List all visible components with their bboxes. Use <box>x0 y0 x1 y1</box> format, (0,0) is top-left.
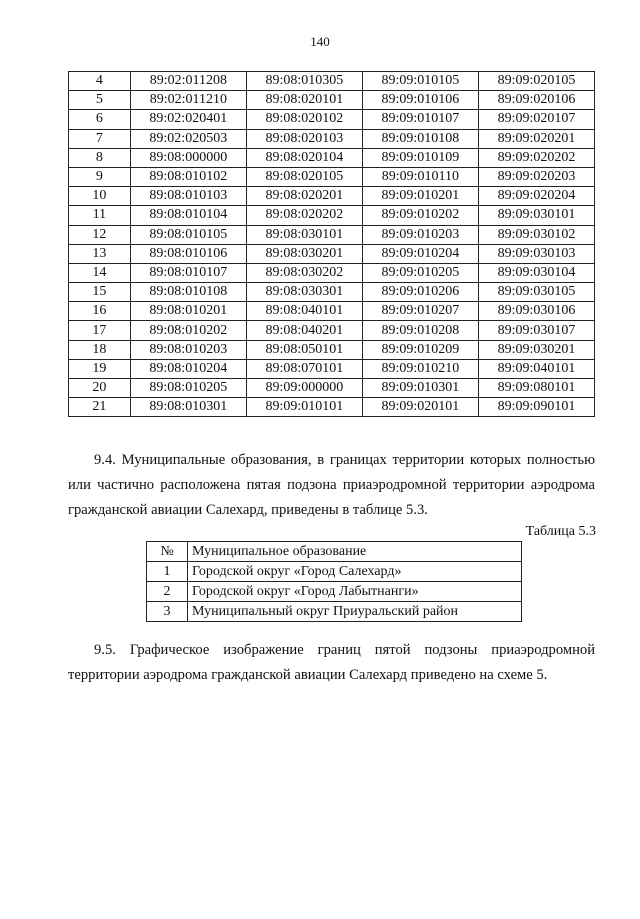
cadastral-code: 89:09:030101 <box>478 206 594 225</box>
table-row <box>69 263 595 282</box>
cadastral-code: 89:09:000000 <box>246 379 362 398</box>
cadastral-code: 89:08:010106 <box>130 244 246 263</box>
cadastral-code: 89:08:010305 <box>246 72 362 91</box>
table-row <box>69 225 595 244</box>
table-row <box>147 562 522 582</box>
cadastral-code: 89:09:030104 <box>478 263 594 282</box>
cadastral-code: 89:08:010102 <box>130 167 246 186</box>
table-header-row <box>147 542 522 562</box>
cadastral-code: 89:09:010110 <box>362 167 478 186</box>
table-5-3-caption: Таблица 5.3 <box>525 524 596 539</box>
municipal-formation-name: Муниципальный округ Приуральский район <box>188 602 522 622</box>
row-number: 13 <box>69 244 131 263</box>
paragraph-9-5 <box>68 638 595 688</box>
cadastral-code: 89:09:010108 <box>362 129 478 148</box>
cadastral-code: 89:09:030106 <box>478 302 594 321</box>
table-row <box>69 340 595 359</box>
cadastral-code: 89:09:020101 <box>362 398 478 417</box>
row-number: 20 <box>69 379 131 398</box>
cadastral-code: 89:09:020107 <box>478 110 594 129</box>
table-row <box>69 206 595 225</box>
row-number: 4 <box>69 72 131 91</box>
row-number: 10 <box>69 187 131 206</box>
cadastral-code: 89:09:090101 <box>478 398 594 417</box>
cadastral-code: 89:09:020105 <box>478 72 594 91</box>
row-number: 12 <box>69 225 131 244</box>
paragraph-9-4-text: 9.4. Муниципальные образования, в границах территории которых полностью или частично расположена пятая подзона приаэродромной территории аэродрома гражданской авиации Салехард, приведены в таблице 5.3. <box>68 452 595 518</box>
cadastral-code: 89:02:020401 <box>130 110 246 129</box>
table-row <box>69 302 595 321</box>
cadastral-code: 89:09:030107 <box>478 321 594 340</box>
paragraph-9-4 <box>68 448 595 523</box>
row-number: 9 <box>69 167 131 186</box>
cadastral-code: 89:09:010201 <box>362 187 478 206</box>
cadastral-code: 89:08:070101 <box>246 359 362 378</box>
header-number: № <box>147 542 188 562</box>
row-number: 14 <box>69 263 131 282</box>
cadastral-code: 89:09:010107 <box>362 110 478 129</box>
cadastral-code: 89:09:030103 <box>478 244 594 263</box>
municipal-formation-name: Городской округ «Город Салехард» <box>188 562 522 582</box>
cadastral-code: 89:08:030202 <box>246 263 362 282</box>
row-number: 3 <box>147 602 188 622</box>
cadastral-code: 89:08:020202 <box>246 206 362 225</box>
header-municipal-formation: Муниципальное образование <box>188 542 522 562</box>
cadastral-code: 89:08:040201 <box>246 321 362 340</box>
cadastral-code: 89:09:010109 <box>362 148 478 167</box>
cadastral-code: 89:09:020202 <box>478 148 594 167</box>
cadastral-codes-table <box>68 71 595 417</box>
cadastral-code: 89:08:020201 <box>246 187 362 206</box>
cadastral-code: 89:08:010201 <box>130 302 246 321</box>
table-row <box>69 72 595 91</box>
cadastral-code: 89:09:010101 <box>246 398 362 417</box>
row-number: 16 <box>69 302 131 321</box>
municipal-formation-name: Городской округ «Город Лабытнанги» <box>188 582 522 602</box>
cadastral-code: 89:09:020106 <box>478 91 594 110</box>
row-number: 15 <box>69 283 131 302</box>
cadastral-codes-table-body <box>69 72 595 417</box>
table-row <box>147 602 522 622</box>
row-number: 2 <box>147 582 188 602</box>
cadastral-code: 89:08:030301 <box>246 283 362 302</box>
cadastral-code: 89:09:020204 <box>478 187 594 206</box>
cadastral-code: 89:08:010107 <box>130 263 246 282</box>
table-row <box>69 283 595 302</box>
row-number: 18 <box>69 340 131 359</box>
cadastral-code: 89:08:000000 <box>130 148 246 167</box>
cadastral-code: 89:08:010108 <box>130 283 246 302</box>
table-row <box>69 110 595 129</box>
row-number: 7 <box>69 129 131 148</box>
cadastral-code: 89:09:010106 <box>362 91 478 110</box>
cadastral-code: 89:08:010104 <box>130 206 246 225</box>
cadastral-code: 89:08:020103 <box>246 129 362 148</box>
cadastral-code: 89:09:030102 <box>478 225 594 244</box>
cadastral-code: 89:09:020201 <box>478 129 594 148</box>
cadastral-code: 89:08:010202 <box>130 321 246 340</box>
table-row <box>69 148 595 167</box>
page-number: 140 <box>310 34 330 49</box>
cadastral-code: 89:09:030201 <box>478 340 594 359</box>
cadastral-code: 89:09:010208 <box>362 321 478 340</box>
row-number: 19 <box>69 359 131 378</box>
cadastral-code: 89:09:010207 <box>362 302 478 321</box>
table-row <box>69 187 595 206</box>
cadastral-code: 89:09:010202 <box>362 206 478 225</box>
row-number: 6 <box>69 110 131 129</box>
cadastral-code: 89:09:010204 <box>362 244 478 263</box>
cadastral-code: 89:08:020104 <box>246 148 362 167</box>
row-number: 17 <box>69 321 131 340</box>
paragraph-9-5-text: 9.5. Графическое изображение границ пятой подзоны приаэродромной территории аэродрома гражданской авиации Салехард приведено на схеме 5. <box>68 642 595 683</box>
cadastral-code: 89:09:010209 <box>362 340 478 359</box>
cadastral-code: 89:02:011210 <box>130 91 246 110</box>
table-row <box>69 321 595 340</box>
cadastral-code: 89:08:010205 <box>130 379 246 398</box>
row-number: 1 <box>147 562 188 582</box>
cadastral-code: 89:09:040101 <box>478 359 594 378</box>
cadastral-code: 89:09:010205 <box>362 263 478 282</box>
cadastral-code: 89:08:050101 <box>246 340 362 359</box>
cadastral-code: 89:02:011208 <box>130 72 246 91</box>
cadastral-code: 89:08:020102 <box>246 110 362 129</box>
cadastral-code: 89:08:040101 <box>246 302 362 321</box>
cadastral-code: 89:09:010206 <box>362 283 478 302</box>
row-number: 11 <box>69 206 131 225</box>
row-number: 8 <box>69 148 131 167</box>
cadastral-code: 89:08:030201 <box>246 244 362 263</box>
cadastral-code: 89:08:010203 <box>130 340 246 359</box>
table-row <box>69 91 595 110</box>
table-row <box>69 244 595 263</box>
table-row <box>147 582 522 602</box>
cadastral-code: 89:02:020503 <box>130 129 246 148</box>
cadastral-code: 89:09:030105 <box>478 283 594 302</box>
cadastral-code: 89:08:020101 <box>246 91 362 110</box>
cadastral-code: 89:09:020203 <box>478 167 594 186</box>
row-number: 5 <box>69 91 131 110</box>
cadastral-code: 89:09:010210 <box>362 359 478 378</box>
cadastral-code: 89:08:010103 <box>130 187 246 206</box>
cadastral-code: 89:09:010301 <box>362 379 478 398</box>
table-row <box>69 167 595 186</box>
table-row <box>69 359 595 378</box>
cadastral-code: 89:09:010105 <box>362 72 478 91</box>
table-row <box>69 398 595 417</box>
municipal-formations-table <box>146 541 522 622</box>
cadastral-code: 89:09:010203 <box>362 225 478 244</box>
row-number: 21 <box>69 398 131 417</box>
cadastral-code: 89:08:030101 <box>246 225 362 244</box>
cadastral-code: 89:08:020105 <box>246 167 362 186</box>
cadastral-code: 89:09:080101 <box>478 379 594 398</box>
cadastral-code: 89:08:010105 <box>130 225 246 244</box>
table-row <box>69 379 595 398</box>
table-row <box>69 129 595 148</box>
cadastral-code: 89:08:010204 <box>130 359 246 378</box>
cadastral-code: 89:08:010301 <box>130 398 246 417</box>
